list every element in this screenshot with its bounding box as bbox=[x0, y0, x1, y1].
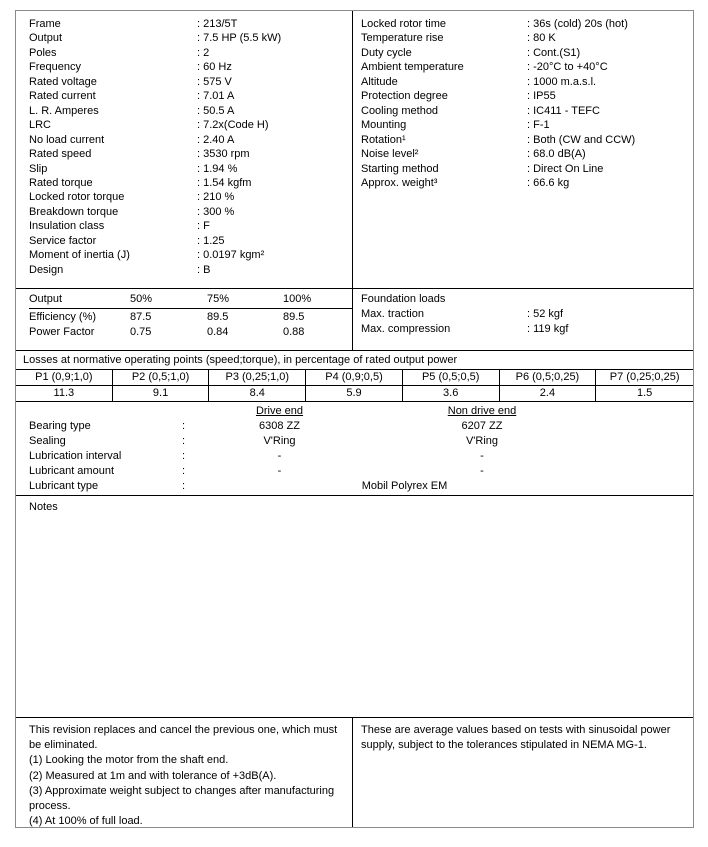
spec-label: No load current bbox=[29, 133, 105, 146]
spec-value: : 60 Hz bbox=[197, 61, 232, 74]
bearing-row bbox=[29, 449, 689, 464]
losses-section bbox=[16, 350, 693, 401]
performance-value: 89.5 bbox=[207, 311, 229, 323]
spec-value: : 68.0 dB(A) bbox=[527, 148, 586, 161]
footer-text-line: (2) Measured at 1m and with tolerance of +3dB(A). bbox=[29, 769, 277, 782]
spec-row bbox=[361, 17, 689, 31]
bearing-rows bbox=[29, 419, 689, 494]
spec-label: Noise level² bbox=[361, 148, 419, 161]
spec-value: : 7.01 A bbox=[197, 90, 235, 103]
spec-row bbox=[361, 147, 689, 161]
foundation-label: Max. traction bbox=[361, 308, 424, 320]
spec-label: Protection degree bbox=[361, 90, 448, 103]
spec-value: : 36s (cold) 20s (hot) bbox=[527, 18, 628, 30]
spec-row bbox=[29, 219, 348, 233]
specs-column-right bbox=[352, 11, 693, 288]
bearing-span-value: Mobil Polyrex EM bbox=[361, 480, 448, 492]
spec-value: : 0.0197 kgm² bbox=[197, 249, 265, 262]
footer-text-line: (3) Approximate weight subject to changes after manufacturing process. bbox=[29, 784, 335, 813]
non-drive-end-header: Non drive end bbox=[447, 405, 517, 417]
losses-point-value: 8.4 bbox=[209, 386, 306, 401]
spec-row bbox=[29, 17, 348, 31]
spec-label: Temperature rise bbox=[361, 32, 444, 45]
spec-row bbox=[29, 263, 348, 277]
spec-row bbox=[29, 234, 348, 248]
foundation-value: : 119 kgf bbox=[527, 322, 569, 335]
spec-row bbox=[29, 46, 348, 60]
spec-label: Duty cycle bbox=[361, 46, 412, 59]
spec-row bbox=[29, 190, 348, 204]
losses-point-header: P7 (0,25;0,25) bbox=[596, 370, 693, 386]
spec-value: : IC411 - TEFC bbox=[527, 104, 600, 117]
bearing-row-label: Bearing type bbox=[29, 420, 91, 432]
losses-point-header: P4 (0,9;0,5) bbox=[306, 370, 403, 386]
spec-label: Slip bbox=[29, 162, 48, 175]
output-load-column-header: 75% bbox=[207, 293, 230, 305]
spec-label: Rotation¹ bbox=[361, 133, 406, 146]
spec-value: : -20°C to +40°C bbox=[527, 61, 608, 74]
spec-value: : 575 V bbox=[197, 75, 232, 88]
bearing-row-label: Lubricant type bbox=[29, 480, 99, 492]
spec-label: Starting method bbox=[361, 162, 439, 175]
bearing-header-row bbox=[29, 404, 689, 419]
drive-end-header: Drive end bbox=[255, 405, 304, 417]
tolerance-notes bbox=[352, 718, 693, 827]
spec-label: Frame bbox=[29, 18, 61, 30]
performance-row-label: Efficiency (%) bbox=[29, 311, 97, 323]
spec-row bbox=[361, 31, 689, 45]
bearing-row bbox=[29, 419, 689, 434]
bearing-colon: : bbox=[182, 435, 186, 447]
spec-row bbox=[361, 176, 689, 190]
spec-label: Approx. weight³ bbox=[361, 176, 438, 189]
spec-value: : 1000 m.a.s.l. bbox=[527, 75, 597, 88]
performance-value: 87.5 bbox=[130, 311, 152, 323]
notes-label: Notes bbox=[29, 501, 58, 513]
spec-value: : F-1 bbox=[527, 119, 550, 132]
spec-value: : 213/5T bbox=[197, 18, 238, 30]
spec-label: Breakdown torque bbox=[29, 205, 119, 218]
bearing-row-label: Lubrication interval bbox=[29, 450, 122, 462]
notes-section bbox=[16, 495, 693, 717]
spec-label: Rated speed bbox=[29, 148, 92, 161]
spec-label: Design bbox=[29, 263, 64, 276]
losses-values-row bbox=[16, 386, 693, 401]
spec-value: : 210 % bbox=[197, 191, 235, 204]
bearing-drive-end-value: 6308 ZZ bbox=[259, 420, 300, 432]
spec-value: : 66.6 kg bbox=[527, 176, 570, 189]
spec-value: : 7.2x(Code H) bbox=[197, 119, 269, 132]
spec-value: : 300 % bbox=[197, 205, 235, 218]
losses-point-value: 5.9 bbox=[306, 386, 403, 401]
performance-table bbox=[16, 289, 352, 350]
spec-row bbox=[29, 31, 348, 45]
spec-label: Locked rotor torque bbox=[29, 191, 125, 204]
revision-notes bbox=[16, 718, 352, 827]
output-load-column-header: 50% bbox=[130, 293, 153, 305]
foundation-value: : 52 kgf bbox=[527, 308, 564, 320]
ratings-section bbox=[16, 11, 693, 288]
spec-value: : 7.5 HP (5.5 kW) bbox=[197, 32, 282, 45]
spec-row bbox=[29, 176, 348, 190]
bearing-row bbox=[29, 479, 689, 494]
bearing-colon: : bbox=[182, 480, 186, 492]
losses-point-header: P1 (0,9;1,0) bbox=[16, 370, 113, 386]
spec-label: LRC bbox=[29, 119, 52, 132]
spec-label: Moment of inertia (J) bbox=[29, 249, 130, 262]
output-header-label: Output bbox=[29, 293, 63, 305]
spec-row bbox=[29, 118, 348, 132]
bearings-section bbox=[16, 401, 693, 495]
losses-point-header: P6 (0,5;0,25) bbox=[500, 370, 597, 386]
performance-value: 89.5 bbox=[283, 311, 305, 323]
foundation-row bbox=[361, 307, 689, 322]
bearing-non-drive-end-value: - bbox=[480, 465, 484, 477]
foundation-loads bbox=[352, 289, 693, 350]
performance-body bbox=[29, 309, 352, 339]
spec-row bbox=[361, 104, 689, 118]
bearing-row-label: Lubricant amount bbox=[29, 465, 114, 477]
spec-label: Service factor bbox=[29, 234, 97, 247]
spec-row bbox=[29, 133, 348, 147]
bearing-non-drive-end-value: V'Ring bbox=[465, 435, 499, 447]
losses-point-header: P3 (0,25;1,0) bbox=[209, 370, 306, 386]
performance-row bbox=[29, 310, 352, 325]
foundation-rows bbox=[361, 307, 689, 336]
spec-label: Mounting bbox=[361, 119, 407, 132]
specs-column-left bbox=[16, 11, 352, 288]
performance-section bbox=[16, 288, 693, 350]
bearing-non-drive-end-value: - bbox=[480, 450, 484, 462]
spec-value: : 2.40 A bbox=[197, 133, 235, 146]
spec-label: Poles bbox=[29, 46, 57, 59]
spec-row bbox=[29, 162, 348, 176]
foundation-row bbox=[361, 322, 689, 337]
losses-point-value: 9.1 bbox=[113, 386, 210, 401]
spec-value: : B bbox=[197, 263, 211, 276]
spec-value: : Cont.(S1) bbox=[527, 46, 581, 59]
motor-datasheet bbox=[15, 10, 694, 828]
spec-row bbox=[361, 60, 689, 74]
spec-row bbox=[29, 60, 348, 74]
bearing-colon: : bbox=[182, 450, 186, 462]
losses-point-header: P2 (0,5;1,0) bbox=[113, 370, 210, 386]
spec-label: Rated voltage bbox=[29, 75, 97, 88]
output-load-column-header: 100% bbox=[283, 293, 312, 305]
spec-value: : Both (CW and CCW) bbox=[527, 133, 636, 146]
bearing-non-drive-end-value: 6207 ZZ bbox=[461, 420, 503, 432]
spec-label: L. R. Amperes bbox=[29, 104, 99, 117]
spec-label: Insulation class bbox=[29, 220, 105, 233]
foundation-label: Max. compression bbox=[361, 322, 451, 335]
bearing-row bbox=[29, 464, 689, 479]
bearing-colon: : bbox=[182, 420, 186, 432]
spec-value: : F bbox=[197, 220, 210, 233]
spec-row bbox=[361, 118, 689, 132]
spec-label: Locked rotor time bbox=[361, 18, 446, 30]
spec-label: Cooling method bbox=[361, 104, 439, 117]
spec-label: Rated current bbox=[29, 90, 96, 103]
losses-point-value: 3.6 bbox=[403, 386, 500, 401]
footer-section bbox=[16, 717, 693, 827]
spec-label: Ambient temperature bbox=[361, 61, 464, 74]
spec-value: : IP55 bbox=[527, 90, 556, 103]
spec-label: Output bbox=[29, 32, 63, 45]
spec-row bbox=[29, 248, 348, 262]
spec-row bbox=[361, 162, 689, 176]
spec-row bbox=[361, 46, 689, 60]
bearing-colon: : bbox=[182, 465, 186, 477]
bearing-row bbox=[29, 434, 689, 449]
losses-title: Losses at normative operating points (speed;torque), in percentage of rated output power bbox=[23, 354, 458, 366]
spec-label: Altitude bbox=[361, 75, 398, 88]
footer-text-line: This revision replaces and cancel the previous one, which must be eliminated. bbox=[29, 724, 338, 752]
performance-value: 0.75 bbox=[130, 325, 152, 338]
bearing-drive-end-value: - bbox=[277, 465, 282, 477]
performance-row-label: Power Factor bbox=[29, 325, 95, 338]
spec-row bbox=[29, 147, 348, 161]
losses-point-header: P5 (0,5;0,5) bbox=[403, 370, 500, 386]
footer-text-line: These are average values based on tests with sinusoidal power supply, subject to the tolerances stipulated in NEMA MG-1. bbox=[361, 724, 671, 752]
spec-value: : 3530 rpm bbox=[197, 148, 250, 161]
spec-label: Frequency bbox=[29, 61, 81, 74]
losses-point-value: 11.3 bbox=[16, 386, 113, 401]
losses-header-row bbox=[16, 369, 693, 386]
bearing-drive-end-value: - bbox=[277, 450, 282, 462]
spec-label: Rated torque bbox=[29, 176, 93, 189]
spec-row bbox=[29, 104, 348, 118]
spec-row bbox=[29, 205, 348, 219]
performance-header-row bbox=[29, 289, 352, 309]
footer-text-line: (4) At 100% of full load. bbox=[29, 815, 143, 828]
bearing-row-label: Sealing bbox=[29, 435, 66, 447]
performance-value: 0.84 bbox=[207, 325, 229, 338]
spec-value: : 50.5 A bbox=[197, 104, 235, 117]
spec-value: : 1.94 % bbox=[197, 162, 238, 175]
spec-value: : Direct On Line bbox=[527, 162, 604, 175]
spec-value: : 2 bbox=[197, 46, 210, 59]
foundation-loads-title: Foundation loads bbox=[361, 293, 446, 305]
losses-point-value: 2.4 bbox=[500, 386, 597, 401]
spec-row bbox=[29, 89, 348, 103]
bearing-drive-end-value: V'Ring bbox=[263, 435, 296, 447]
spec-row bbox=[361, 89, 689, 103]
spec-value: : 80 K bbox=[527, 32, 556, 45]
losses-point-value: 1.5 bbox=[636, 387, 653, 399]
spec-row bbox=[361, 75, 689, 89]
spec-row bbox=[361, 133, 689, 147]
spec-row bbox=[29, 75, 348, 89]
spec-value: : 1.54 kgfm bbox=[197, 176, 252, 189]
performance-row bbox=[29, 325, 352, 340]
footer-text-line: (1) Looking the motor from the shaft end. bbox=[29, 754, 229, 767]
spec-value: : 1.25 bbox=[197, 234, 225, 247]
performance-value: 0.88 bbox=[283, 325, 305, 338]
